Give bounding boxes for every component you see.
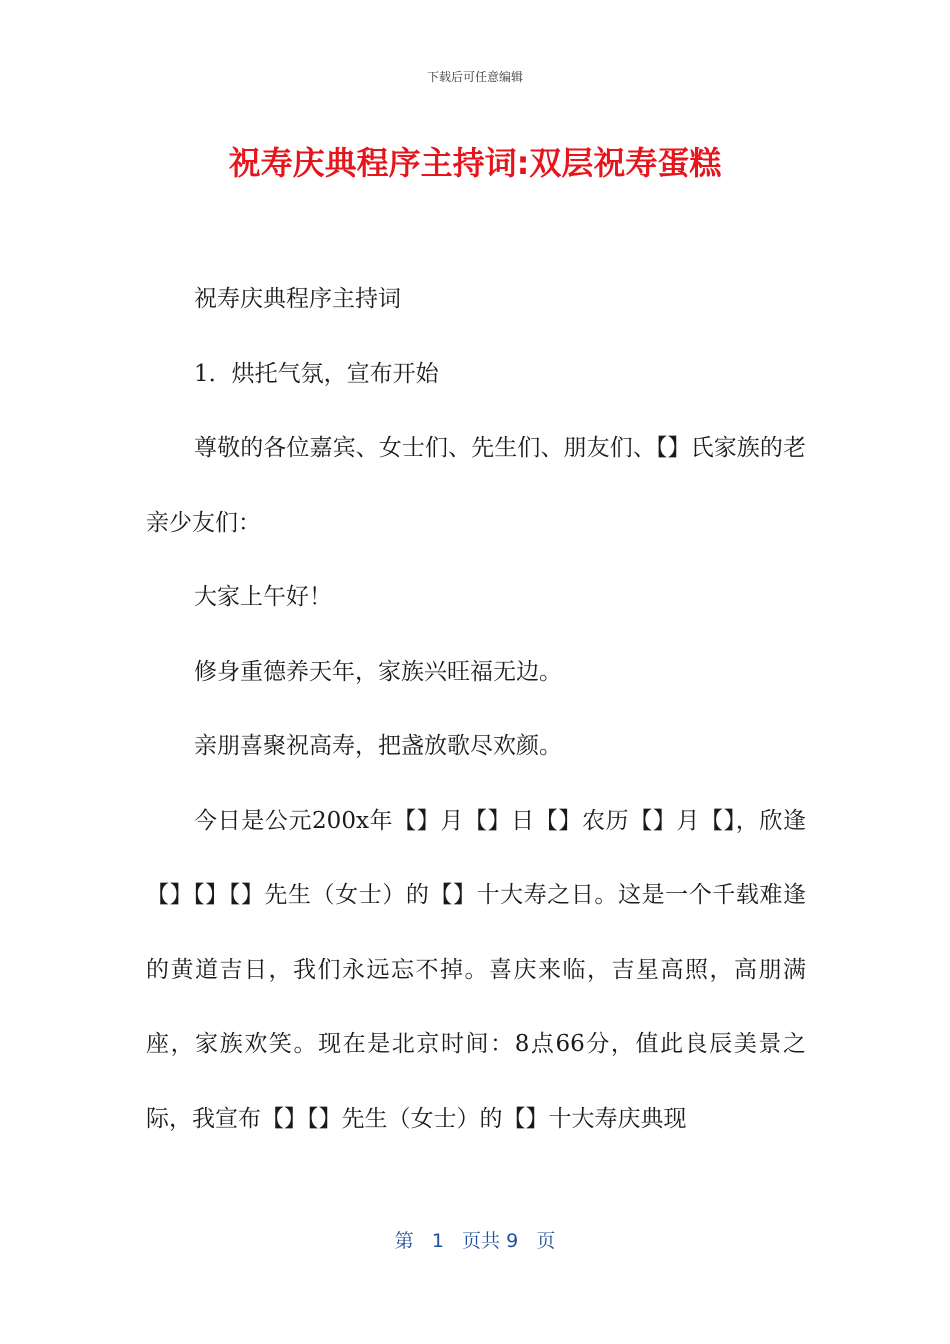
paragraph: 今日是公元200x年【】月【】日【】农历【】月【】，欣逢【】【】【】先生（女士）的【】十大寿之日。这是一个千载难逢的黄道吉日，我们永远忘不掉。喜庆来临，吉星高照，高朋满座，家族欢笑。现在是北京时间：8点66分，值此良辰美景之际，我宣布【】【】先生（女士）的【】十大寿庆典现 (146, 807, 806, 1132)
document-title: 祝寿庆典程序主持词:双层祝寿蛋糕 (228, 144, 722, 182)
paragraph: 大家上午好！ (194, 584, 332, 610)
page-label-middle: 页共 (462, 1230, 501, 1252)
current-page-number: 1 (431, 1230, 444, 1252)
paragraph: 尊敬的各位嘉宾、女士们、先生们、朋友们、【】氏家族的老亲少友们： (146, 435, 806, 536)
page-label-suffix: 页 (536, 1230, 556, 1252)
header-note: 下载后可任意编辑 (426, 70, 523, 84)
document-body (146, 262, 806, 1156)
page-footer (0, 1226, 950, 1253)
page-label-prefix: 第 (394, 1230, 414, 1252)
paragraph: 亲朋喜聚祝高寿，把盏放歌尽欢颜。 (194, 733, 562, 759)
paragraph: 1．烘托气氛，宣布开始 (194, 360, 439, 387)
paragraph: 修身重德养天年，家族兴旺福无边。 (194, 658, 562, 685)
paragraph: 祝寿庆典程序主持词 (194, 286, 401, 312)
total-pages-number: 9 (506, 1230, 519, 1252)
